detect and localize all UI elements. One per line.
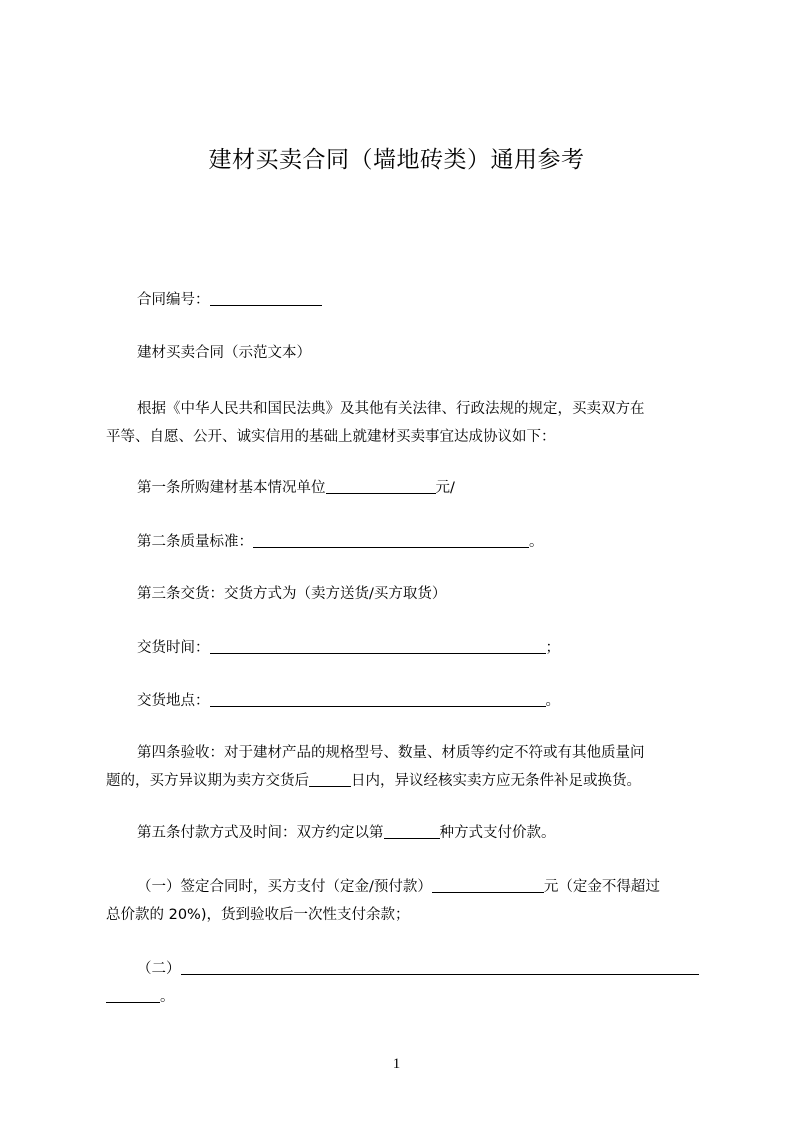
article-5 [137, 819, 556, 847]
article-1-text: 第一条所购建材基本情况单位 [137, 480, 326, 496]
payment-option-1-text-a: （一）签定合同时，买方支付（定金/预付款） [137, 879, 432, 895]
payment-method-blank[interactable] [384, 822, 440, 839]
payment-option-2-label: （二） [137, 961, 181, 977]
payment-option-1-line-1 [137, 873, 660, 901]
payment-option-2-suffix: 。 [160, 989, 175, 1005]
delivery-time-blank[interactable] [210, 637, 546, 654]
article-2-text: 第二条质量标准： [137, 534, 253, 550]
article-5-text-a: 第五条付款方式及时间：双方约定以第 [137, 825, 384, 841]
article-4-text-b: 日内，异议经核实卖方应无条件补足或换货。 [351, 773, 641, 789]
contract-number-blank[interactable] [210, 289, 322, 306]
delivery-place-blank[interactable] [210, 690, 546, 707]
preamble-line-2: 平等、自愿、公开、诚实信用的基础上就建材买卖事宜达成协议如下： [106, 429, 556, 445]
contract-number-line [137, 286, 322, 314]
delivery-place-line [137, 687, 560, 715]
document-title: 建材买卖合同（墙地砖类）通用参考 [208, 147, 585, 173]
unit-price-blank[interactable] [326, 477, 436, 494]
payment-option-2-line-2 [106, 983, 175, 1011]
article-2-suffix: 。 [529, 534, 544, 550]
sample-text-line: 建材买卖合同（示范文本） [137, 345, 311, 361]
delivery-time-line [137, 634, 560, 662]
payment-option-2-blank-cont[interactable] [106, 986, 160, 1003]
objection-days-blank[interactable] [309, 770, 351, 787]
article-1-suffix: 元/ [435, 480, 455, 496]
delivery-place-label: 交货地点： [137, 693, 210, 709]
delivery-time-suffix: ； [545, 640, 560, 656]
contract-number-label: 合同编号： [137, 292, 210, 308]
article-4-line-2 [106, 767, 641, 795]
delivery-place-suffix: 。 [545, 693, 560, 709]
article-5-text-b: 种方式支付价款。 [439, 825, 556, 841]
payment-option-1-line-2: 总价款的 20%)，货到验收后一次性支付余款； [106, 907, 410, 923]
article-4-line-1: 第四条验收：对于建材产品的规格型号、数量、材质等约定不符或有其他质量问 [137, 745, 645, 761]
article-1 [137, 474, 455, 502]
article-3: 第三条交货：交货方式为（卖方送货/买方取货） [137, 586, 447, 602]
payment-option-1-text-b: 元（定金不得超过 [543, 879, 660, 895]
page-number: 1 [392, 1056, 401, 1072]
deposit-amount-blank[interactable] [432, 876, 544, 893]
delivery-time-label: 交货时间： [137, 640, 210, 656]
preamble-line-1: 根据《中华人民共和国民法典》及其他有关法律、行政法规的规定，买卖双方在 [137, 401, 645, 417]
article-4-text-a: 题的，买方异议期为卖方交货后 [106, 773, 309, 789]
quality-standard-blank[interactable] [253, 531, 529, 548]
article-2 [137, 528, 544, 556]
payment-option-2-blank[interactable] [181, 958, 699, 975]
payment-option-2-line-1 [137, 955, 699, 983]
